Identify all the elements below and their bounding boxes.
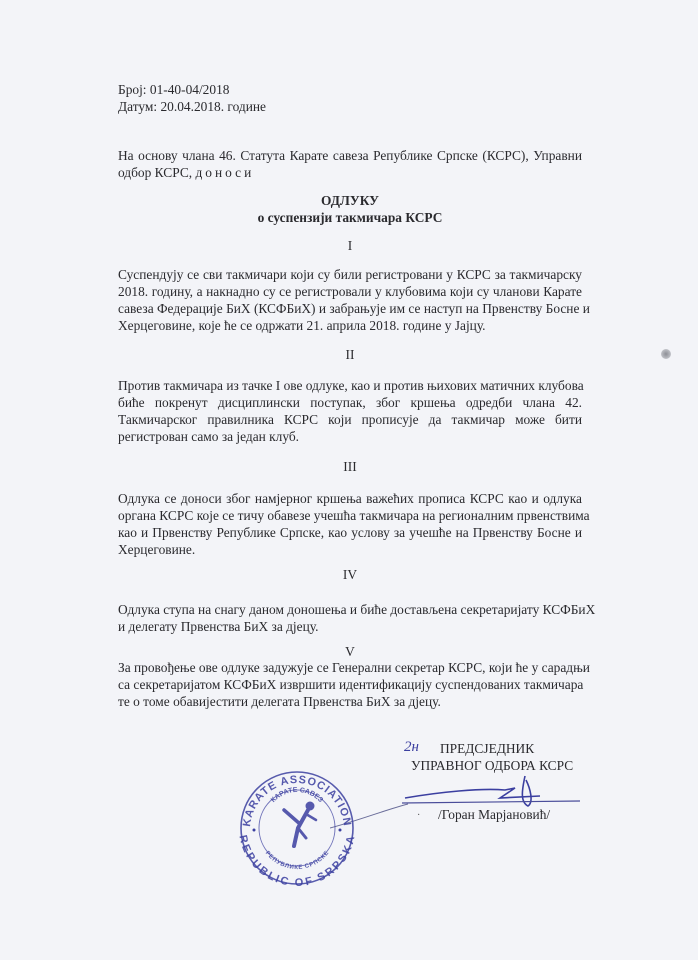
section-line: Херцеговине. [118, 542, 196, 557]
document-date: Датум: 20.04.2018. године [118, 99, 266, 114]
signatory-name: /Горан Марјановић/ [438, 807, 551, 822]
signature-title-1: ПРЕДСЈЕДНИК [440, 741, 535, 756]
section-line: са секретаријатом КСФБиХ извршити идентификацију суспендованих такмичара [118, 677, 584, 692]
section-line: те о томе обавијестити делегата Првенства БиХ за дјецу. [118, 694, 441, 709]
section-numeral: III [343, 459, 357, 474]
section-line: Такмичарског правилника КСРС који прописује да такмичар може бити [118, 412, 582, 427]
section-line: савеза Федерације БиХ (КСФБиХ) и забрањује им се наступ на Првенству Босне и [118, 301, 590, 316]
section-numeral: I [347, 238, 353, 253]
section-body [118, 266, 590, 334]
section-line: органа КСРС које се тичу обавезе учешћа такмичара на регионалним првенствима [118, 508, 590, 523]
section-line: и делегату Првенства БиХ за дјецу. [118, 619, 319, 634]
section-body [118, 659, 590, 710]
signature-title-2: УПРАВНОГ ОДБОРА КСРС [411, 758, 574, 773]
karate-kick-figure-icon [284, 802, 316, 846]
section-line: Херцеговине, које ће се одржати 21. априла 2018. године у Јајцу. [118, 318, 486, 333]
handwritten-initial: 2н [404, 739, 419, 755]
section-line: Суспендују се сви такмичари који су били регистровани у КСРС за такмичарску [118, 267, 582, 282]
punch-hole-mark [661, 349, 671, 359]
preamble-line [118, 164, 582, 181]
section-numeral: II [345, 347, 355, 362]
section-line: регистрован само за један клуб. [118, 429, 300, 444]
section-line: 2018. годину, а накнадно су се регистровали у клубовима који су чланови Карате [118, 284, 582, 299]
section-line: Одлука се доноси због намјерног кршења важећих прописа КСРС као и одлука [118, 491, 582, 506]
section-line: биће покренут дисциплински поступак, због кршења одредби члана 42. [118, 395, 582, 410]
preamble-spaced-word: доноси [195, 165, 255, 180]
section-numeral: V [345, 644, 355, 659]
section-body [118, 601, 596, 635]
decision-subtitle: о суспензији такмичара КСРС [257, 210, 443, 225]
organization-stamp [236, 768, 358, 888]
decision-title: ОДЛУКУ [320, 193, 380, 208]
preamble-prefix: одбор КСРС, [118, 165, 196, 180]
preamble [118, 147, 582, 181]
section-numeral: IV [342, 567, 358, 582]
preamble-line: На основу члана 46. Статута Карате савеза Републике Српске (КСРС), Управни [118, 148, 582, 163]
svg-text:РЕПУБЛИКЕ СРПСКЕ [264, 850, 330, 871]
section-line: Против такмичара из тачке I ове одлуке, као и против њихових матичних клубова [118, 378, 584, 393]
svg-text:REPUBLIC OF SRPSKA [236, 834, 357, 888]
signature-line [402, 801, 580, 803]
bullet-dot: · [417, 810, 421, 821]
section-body [118, 490, 590, 558]
section-line: За провођење ове одлуке задужује се Генерални секретар КСРС, који ће у сарадњи [118, 660, 590, 675]
document-number: Број: 01-40-04/2018 [118, 82, 230, 97]
section-line: Одлука ступа на снагу даном доношења и биће достављена секретаријату КСФБиХ [118, 602, 596, 617]
stamp-inner-top: КАРАТЕ САВЕЗ [269, 786, 325, 805]
stamp-text-top: KARATE ASSOCIATION [240, 773, 354, 828]
section-line: као и Првенству Републике Српске, као услову за учешће на Првенству Босне и [118, 525, 582, 540]
section-body [118, 377, 582, 445]
stamp-inner-bottom: РЕПУБЛИКЕ СРПСКЕ [263, 850, 331, 872]
stamp-text-bottom: REPUBLIC OF SRPSKA [236, 834, 358, 888]
